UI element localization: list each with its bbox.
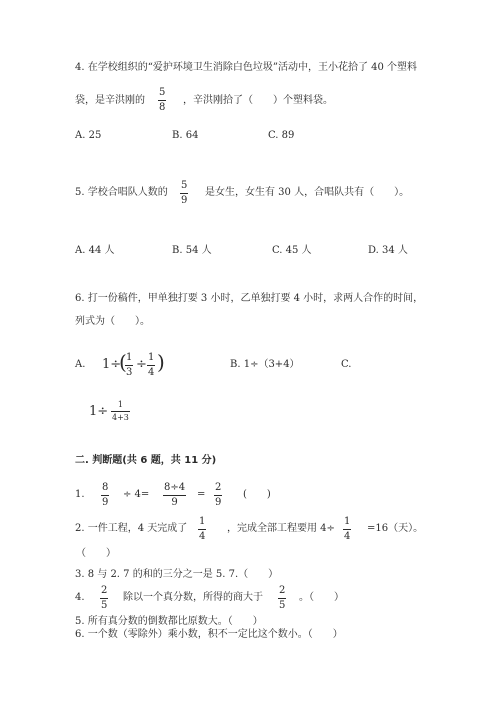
- fraction-numerator: 1: [344, 516, 351, 527]
- fraction-numerator: 8÷4: [164, 482, 186, 493]
- fraction-denominator: 8: [159, 102, 166, 113]
- left-paren: (: [119, 350, 127, 374]
- fraction-denominator: 4+3: [112, 413, 129, 422]
- fraction-numerator: 1: [199, 516, 206, 527]
- j3-text: 3. 8 与 2. 7 的和的三分之一是 5. 7.（ ）: [75, 569, 279, 580]
- j2-answer-paren[interactable]: （ ）: [76, 548, 116, 559]
- fraction-denominator: 5: [101, 600, 108, 611]
- fraction-numerator: 5: [181, 180, 188, 191]
- fraction-numerator: 5: [159, 87, 166, 98]
- fraction-denominator: 4: [344, 531, 351, 542]
- j1-divide: ÷ 4=: [123, 489, 150, 500]
- j2-fraction-1: [198, 517, 206, 542]
- fraction-numerator: 2: [215, 482, 222, 493]
- q6-stem-line2: 列式为（ ）。: [75, 316, 150, 327]
- q5-fraction: [180, 181, 188, 206]
- q6-option-a-op: ÷: [136, 357, 147, 372]
- fraction-denominator: 9: [181, 195, 188, 206]
- q6-option-a-fraction-1: [125, 353, 133, 378]
- q5-stem-b: 是女生，女生有 30 人，合唱队共有（ ）。: [205, 187, 410, 198]
- right-paren: ): [157, 350, 165, 374]
- q6-option-b[interactable]: B. 1÷（3+4）: [230, 359, 300, 370]
- q4-option-a[interactable]: A. 25: [75, 130, 102, 141]
- fraction-denominator: 5: [279, 600, 286, 611]
- q6-option-a-divide: 1÷: [102, 357, 122, 372]
- q4-stem-line1: 4. 在学校组织的“爱护环境卫生消除白色垃圾”活动中，王小花拾了 40 个塑料: [75, 62, 418, 73]
- fraction-denominator: 4: [199, 531, 206, 542]
- fraction-numerator: 2: [101, 585, 108, 596]
- j4-fraction-1: [100, 586, 108, 611]
- q6-option-a-label[interactable]: A.: [75, 359, 86, 370]
- q6-option-c-divide: 1÷: [89, 404, 109, 419]
- j2-text-a: 2. 一件工程，4 天完成了: [75, 523, 188, 534]
- q4-option-c[interactable]: C. 89: [268, 130, 295, 141]
- q5-option-b[interactable]: B. 54 人: [172, 245, 212, 256]
- fraction-numerator: 1: [117, 400, 123, 409]
- j1-fraction-1: [101, 483, 109, 508]
- j1-fraction-2: [163, 483, 186, 508]
- q4-option-b[interactable]: B. 64: [172, 130, 199, 141]
- j1-answer-paren[interactable]: ( ): [243, 489, 271, 500]
- j2-text-c: =16（天）。: [367, 523, 424, 534]
- j4-fraction-2: [278, 586, 286, 611]
- q5-option-a[interactable]: A. 44 人: [75, 245, 115, 256]
- j2-fraction-2: [343, 517, 351, 542]
- q4-stem-line2-b: ，辛洪刚拾了（ ）个塑料袋。: [183, 95, 333, 106]
- fraction-numerator: 1: [148, 352, 155, 363]
- section-heading: 二. 判断题(共 6 题，共 11 分): [75, 455, 217, 466]
- fraction-denominator: 9: [163, 495, 186, 508]
- fraction-denominator: 3: [126, 367, 133, 378]
- q6-option-a-fraction-2: [147, 353, 155, 378]
- fraction-numerator: 1: [126, 352, 133, 363]
- fraction-denominator: 9: [215, 497, 222, 508]
- j1-label: 1.: [75, 489, 85, 500]
- j6-text: 6. 一个数（零除外）乘小数，积不一定比这个数小。（ ）: [75, 629, 343, 640]
- j4-text-b: 。（ ）: [299, 592, 344, 603]
- q5-option-c[interactable]: C. 45 人: [272, 245, 312, 256]
- q4-stem-line2-a: 袋，是辛洪刚的: [75, 95, 145, 106]
- q5-stem-a: 5. 学校合唱队人数的: [75, 187, 168, 198]
- j1-fraction-3: [214, 483, 222, 508]
- q6-stem-line1: 6. 打一份稿件，甲单独打要 3 小时，乙单独打要 4 小时，求两人合作的时间，: [75, 293, 424, 304]
- j4-label: 4.: [75, 592, 85, 603]
- fraction-denominator: 4: [148, 367, 155, 378]
- fraction-numerator: 8: [102, 482, 109, 493]
- j1-equals: =: [197, 489, 206, 500]
- q4-fraction: [158, 88, 166, 113]
- q5-option-d[interactable]: D. 34 人: [368, 245, 408, 256]
- q6-option-c-fraction: [111, 401, 130, 422]
- j5-text: 5. 所有真分数的倒数都比原数大。（ ）: [75, 616, 263, 627]
- j2-text-b: ，完成全部工程要用 4÷: [227, 523, 335, 534]
- fraction-numerator: 2: [279, 585, 286, 596]
- fraction-denominator: 9: [102, 497, 109, 508]
- j4-text-a: 除以一个真分数，所得的商大于: [123, 592, 263, 603]
- q6-option-c-label[interactable]: C.: [341, 359, 352, 370]
